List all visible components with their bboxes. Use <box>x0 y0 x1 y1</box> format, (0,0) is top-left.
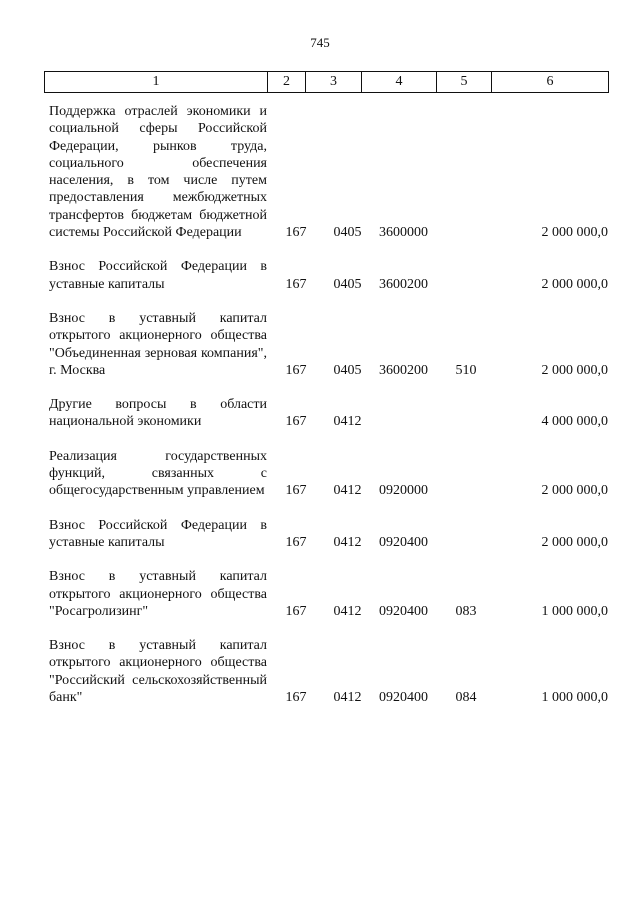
row-name: Взнос в уставный капитал открытого акционерного общества "Объединенная зерновая компания", г. Москва <box>49 310 267 378</box>
row-article: 3600000 <box>379 225 428 241</box>
column-header-5: 5 <box>437 72 492 93</box>
column-header-4: 4 <box>362 72 437 93</box>
row-name: Взнос Российской Федерации в уставные капиталы <box>49 259 267 292</box>
row-ministry: 167 <box>285 690 307 706</box>
row-section: 0412 <box>333 690 362 706</box>
column-header-6: 6 <box>492 72 609 93</box>
row-ministry: 167 <box>285 276 307 292</box>
column-header-table <box>44 71 609 93</box>
row-amount: 2 000 000,0 <box>541 362 608 378</box>
row-article: 0920400 <box>379 690 428 706</box>
row-ministry: 167 <box>285 483 307 499</box>
row-name: Взнос Российской Федерации в уставные капиталы <box>49 517 267 550</box>
row-section: 0412 <box>333 414 362 430</box>
table-row <box>44 637 608 706</box>
row-ministry: 167 <box>285 534 307 550</box>
row-amount: 2 000 000,0 <box>541 276 608 292</box>
row-name: Реализация государственных функций, связанных с общегосударственным управлением <box>49 448 267 499</box>
column-header-3: 3 <box>306 72 362 93</box>
row-ministry: 167 <box>285 225 307 241</box>
row-ministry: 167 <box>285 414 307 430</box>
column-header-1: 1 <box>45 72 268 93</box>
row-name: Взнос в уставный капитал открытого акционерного общества "Росагролизинг" <box>49 569 267 619</box>
column-header-2: 2 <box>268 72 306 93</box>
table-row <box>44 310 608 379</box>
table-row <box>44 258 608 293</box>
row-name: Поддержка отраслей экономики и социальной сферы Российской Федерации, рынков труда, социального обеспечения населения, в том числе путем предоставления межбюджетных трансфертов бюджетам бюджетной системы Российской Федерации <box>49 104 267 241</box>
row-section: 0412 <box>333 483 362 499</box>
row-amount: 2 000 000,0 <box>541 483 608 499</box>
row-article: 3600200 <box>379 276 428 292</box>
table-row <box>44 517 608 552</box>
page-number: 745 <box>310 35 330 50</box>
row-amount: 2 000 000,0 <box>541 534 608 550</box>
row-article: 3600200 <box>379 362 428 378</box>
budget-rows <box>44 103 608 723</box>
row-section: 0405 <box>333 362 362 378</box>
row-name: Взнос в уставный капитал открытого акционерного общества "Российский сельскохозяйственный банк" <box>49 638 267 706</box>
row-section: 0405 <box>333 276 362 292</box>
row-ministry: 167 <box>285 362 307 378</box>
row-article: 0920400 <box>379 603 428 619</box>
row-article: 0920000 <box>379 483 428 499</box>
row-section: 0412 <box>333 534 362 550</box>
column-header-row <box>45 72 609 93</box>
row-section: 0412 <box>333 603 362 619</box>
row-amount: 2 000 000,0 <box>541 225 608 241</box>
row-type: 084 <box>455 690 477 706</box>
row-amount: 1 000 000,0 <box>541 603 608 619</box>
table-row <box>44 448 608 500</box>
row-article: 0920400 <box>379 534 428 550</box>
row-amount: 4 000 000,0 <box>541 414 608 430</box>
table-row <box>44 568 608 620</box>
row-name: Другие вопросы в области национальной экономики <box>49 397 267 430</box>
row-ministry: 167 <box>285 603 307 619</box>
row-type: 083 <box>455 603 477 619</box>
row-section: 0405 <box>333 225 362 241</box>
row-amount: 1 000 000,0 <box>541 690 608 706</box>
table-row <box>44 103 608 241</box>
row-type: 510 <box>455 362 477 378</box>
table-row <box>44 396 608 431</box>
